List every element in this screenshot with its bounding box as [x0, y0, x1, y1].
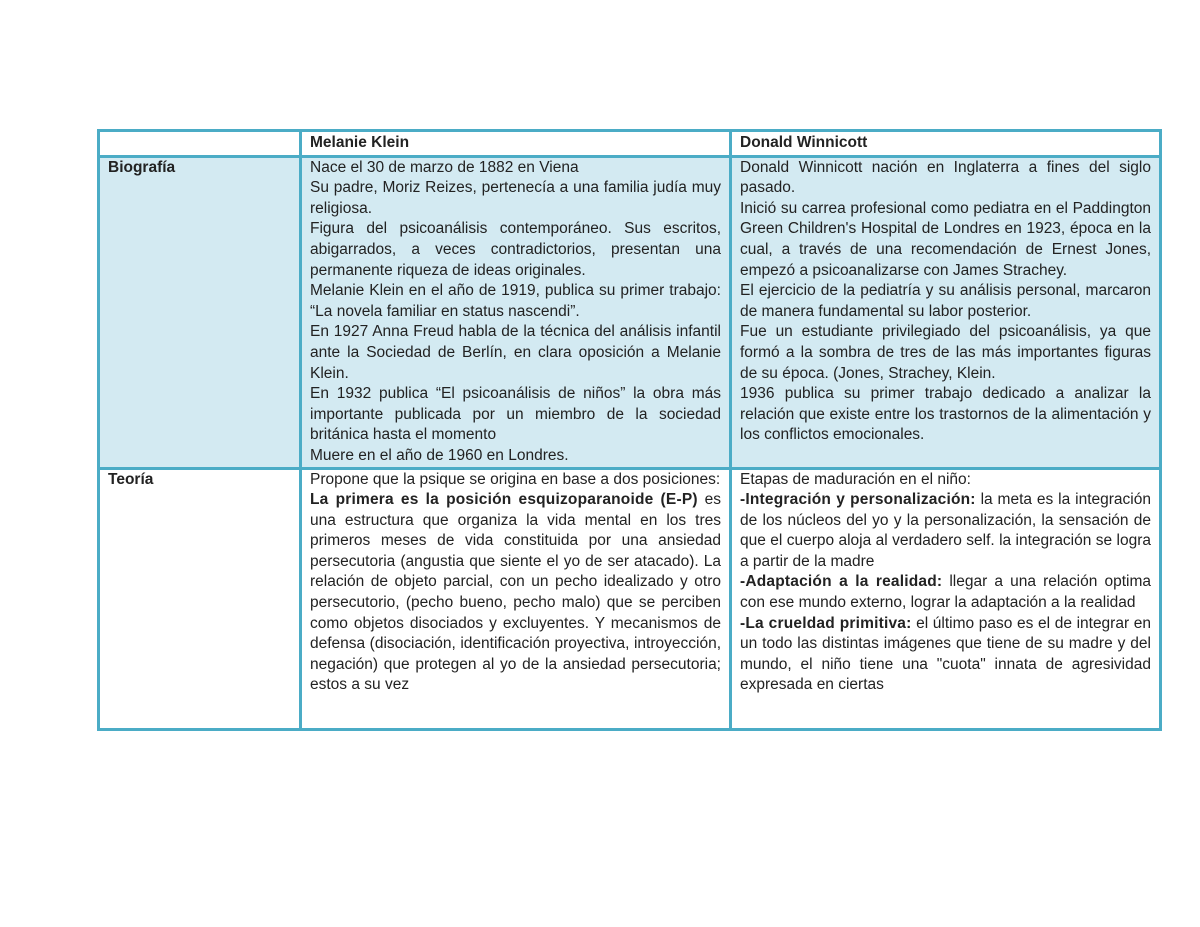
- winnicott-bio-line: Fue un estudiante privilegiado del psicoanálisis, ya que formó a la sombra de tres de las más importantes figuras de su época. (Jones, Strachey, Klein.: [740, 323, 1151, 382]
- klein-biografia-cell: [301, 156, 731, 468]
- winnicott-bio-line: Donald Winnicott nación en Inglaterra a fines del siglo pasado.: [740, 158, 1151, 197]
- klein-teoria-text: es una estructura que organiza la vida mental en los tres primeros meses de vida constituida por una ansiedad persecutoria (angustia que siente el yo de ser atacado). La relación de objeto parcial, con un pecho idealizado y otro persecutorio, (pecho bueno, pecho malo) que se perciben como objetos disociados y excluyentes. Y mecanismos de defensa (disociación, identificación proyectiva, introyección, negación) que protegen al yo de la ansiedad persecutoria; estos a su vez: [310, 491, 721, 694]
- winnicott-stage-title: -Adaptación a la realidad:: [740, 573, 943, 591]
- winnicott-stage-title: -La crueldad primitiva:: [740, 614, 912, 632]
- winnicott-biografia-cell: [731, 156, 1161, 468]
- klein-bio-line: Muere en el año de 1960 en Londres.: [310, 446, 569, 464]
- klein-bio-line: Melanie Klein en el año de 1919, publica su primer trabajo: “La novela familiar en status nascendi”.: [310, 282, 721, 320]
- comparison-table: [97, 129, 1162, 731]
- klein-bio-line: Figura del psicoanálisis contemporáneo. Sus escritos, abigarrados, a veces contradictorios, presentan una permanente riqueza de ideas originales.: [310, 220, 721, 279]
- winnicott-stage-title: -Integración y personalización:: [740, 491, 976, 509]
- klein-teoria-bold: La primera es la posición esquizoparanoide (E-P): [310, 491, 698, 509]
- winnicott-bio-line: El ejercicio de la pediatría y su análisis personal, marcaron de manera fundamental su labor posterior.: [740, 282, 1151, 320]
- header-donald-winnicott: Donald Winnicott: [731, 131, 1161, 157]
- winnicott-teoria-intro: Etapas de maduración en el niño:: [740, 470, 971, 488]
- winnicott-stage-item: [740, 490, 1151, 572]
- winnicott-bio-line: 1936 publica su primer trabajo dedicado a analizar la relación que existe entre los trastornos de la alimentación y los conflictos emocionales.: [740, 385, 1151, 444]
- winnicott-teoria-cell: [731, 468, 1161, 729]
- klein-teoria-intro: Propone que la psique se origina en base a dos posiciones:: [310, 470, 721, 488]
- table-row-biografia: [99, 156, 1161, 468]
- row-label-biografia: Biografía: [99, 156, 301, 468]
- klein-teoria-body: [310, 490, 721, 696]
- winnicott-stage-item: [740, 614, 1151, 696]
- klein-teoria-cell: [301, 468, 731, 729]
- winnicott-stage-text: llegar a una relación optima con ese mundo externo, lograr la adaptación a la realidad: [740, 573, 1151, 612]
- klein-bio-line: En 1932 publica “El psicoanálisis de niños” la obra más importante publicada por un miembro de la sociedad británica hasta el momento: [310, 385, 721, 444]
- table-header-row: [99, 131, 1161, 157]
- klein-bio-line: Nace el 30 de marzo de 1882 en Viena: [310, 158, 579, 176]
- klein-bio-line: En 1927 Anna Freud habla de la técnica del análisis infantil ante la Sociedad de Berlín, en clara oposición a Melanie Klein.: [310, 323, 721, 382]
- winnicott-bio-line: Inició su carrea profesional como pediatra en el Paddington Green Children's Hospital de Londres en 1923, época en la cual, a través de una recomendación de Ernest Jones, empezó a psicoanalizarse con James Strachey.: [740, 199, 1151, 279]
- header-melanie-klein: Melanie Klein: [301, 131, 731, 157]
- klein-bio-line: Su padre, Moriz Reizes, pertenecía a una familia judía muy religiosa.: [310, 179, 721, 217]
- winnicott-stage-item: [740, 572, 1151, 613]
- header-blank-cell: [99, 131, 301, 157]
- table-row-teoria: [99, 468, 1161, 729]
- winnicott-stage-text: la meta es la integración de los núcleos del yo y la personalización, la sensación de que el cuerpo aloja al verdadero self. la integración se logra a partir de la madre: [740, 491, 1151, 570]
- row-label-teoria: Teoría: [99, 468, 301, 729]
- winnicott-stage-text: el último paso es el de integrar en un todo las distintas imágenes que tiene de su madre y del mundo, el niño tiene una "cuota" innata de agresividad expresada en ciertas: [740, 614, 1151, 694]
